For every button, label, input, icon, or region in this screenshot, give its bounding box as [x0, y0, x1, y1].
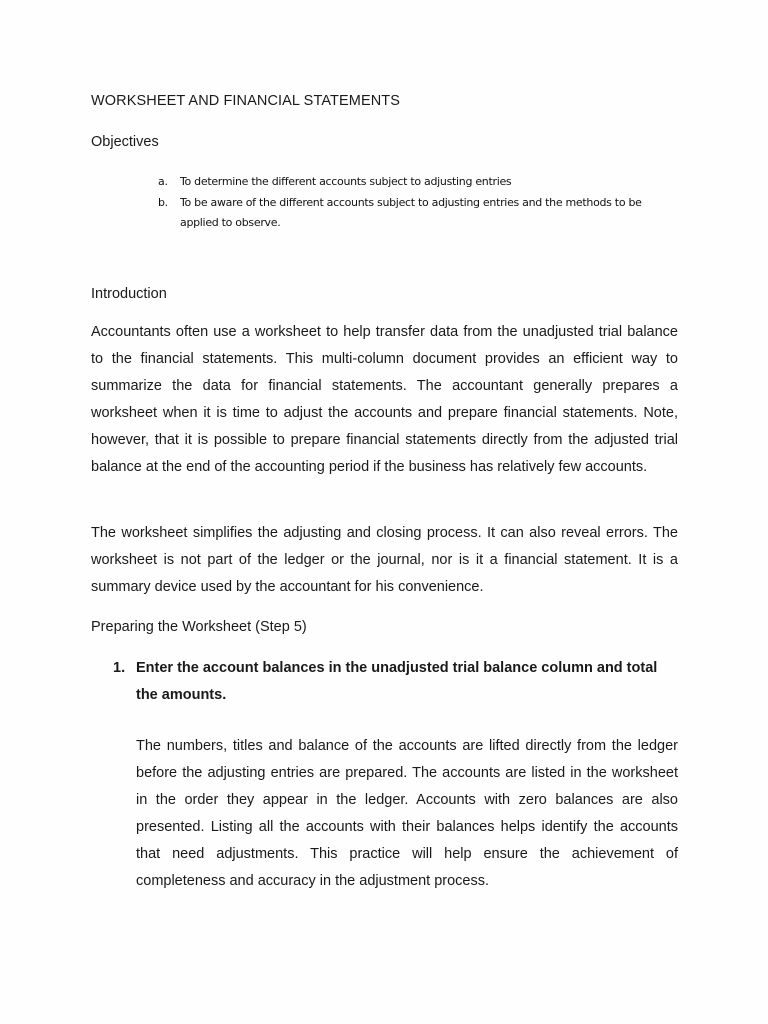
- objective-text: To be aware of the different accounts subject to adjusting entries and the methods to be applied to observe.: [180, 195, 642, 229]
- objective-marker: b.: [158, 195, 168, 209]
- document-title: WORKSHEET AND FINANCIAL STATEMENTS: [91, 93, 401, 109]
- objective-item: [158, 172, 678, 193]
- introduction-paragraph: The worksheet simplifies the adjusting and closing process. It can also reveal errors. The worksheet is not part of the ledger or the journal, nor is it a financial statement. It is a summary device used by the accountant for his convenience.: [91, 525, 678, 595]
- introduction-paragraph: Accountants often use a worksheet to help transfer data from the unadjusted trial balance to the financial statements. This multi-column document provides an efficient way to summarize the data for financial statements. The accountant generally prepares a worksheet when it is time to adjust the accounts and prepare financial statements. Note, however, that it is possible to prepare financial statements directly from the adjusted trial balance at the end of the accounting period if the business has relatively few accounts.: [91, 324, 678, 475]
- objective-item: [158, 193, 678, 234]
- preparing-worksheet-heading: Preparing the Worksheet (Step 5): [91, 619, 307, 635]
- objectives-list: [158, 172, 678, 234]
- step-body: The numbers, titles and balance of the accounts are lifted directly from the ledger before the adjusting entries are prepared. The accounts are listed in the worksheet in the order they appear in the ledger. Accounts with zero balances are also presented. Listing all the accounts with their balances helps identify the accounts that need adjustments. This practice will help ensure the achievement of completeness and accuracy in the adjustment process.: [136, 738, 678, 889]
- introduction-heading: Introduction: [91, 286, 167, 302]
- step-title: Enter the account balances in the unadjusted trial balance column and total the amounts.: [136, 660, 658, 703]
- step-item: [113, 655, 678, 709]
- objective-marker: a.: [158, 175, 168, 188]
- objective-text: To determine the different accounts subject to adjusting entries: [180, 175, 512, 188]
- step-number: 1.: [113, 660, 126, 676]
- objectives-heading: Objectives: [91, 134, 159, 150]
